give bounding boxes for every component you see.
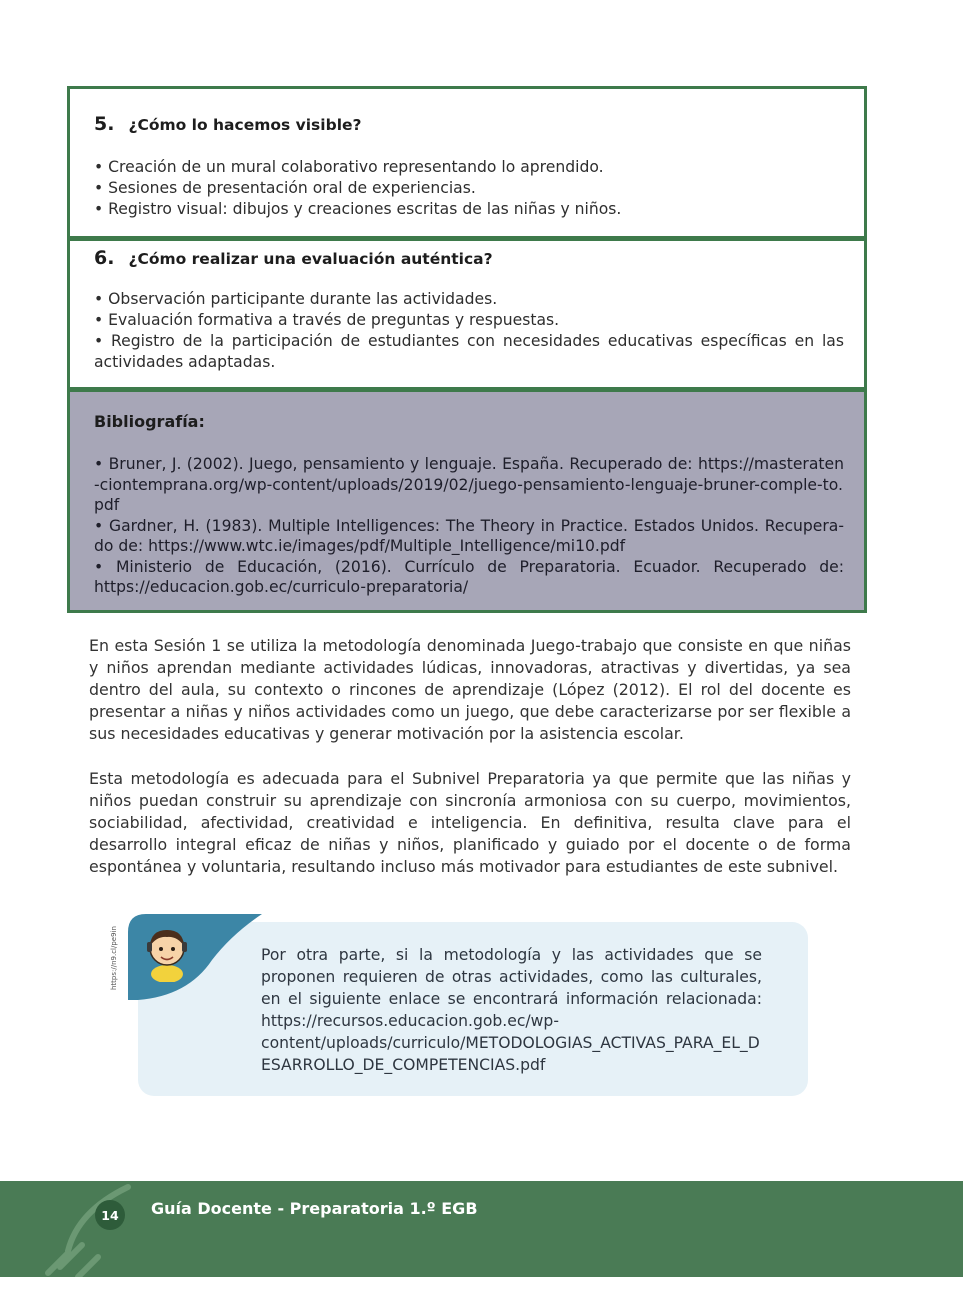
section-6-title: ¿Cómo realizar una evaluación auténtica? bbox=[128, 250, 493, 268]
section-6-list bbox=[94, 289, 844, 373]
section-5-list bbox=[94, 157, 844, 220]
section-5-box bbox=[67, 86, 867, 239]
child-avatar-icon bbox=[139, 922, 195, 982]
list-item: • Registro de la participación de estudiantes con necesidades educativas específicas en las actividades adaptadas. bbox=[94, 332, 844, 371]
rocket-icon bbox=[38, 1181, 148, 1277]
body-paragraph-1: En esta Sesión 1 se utiliza la metodología denominada Juego-trabajo que consiste en que niñas y niños aprendan mediante actividades lúdicas, innovadoras, atractivas y divertidas, ya sea dentro del aula, su contexto o rincones de aprendizaje (López (2012). El rol del docente es presentar a niñas y niños actividades como un juego, que debe caracterizarse por ser flexible a sus necesidades educativas y generar motivación por la asistencia escolar. bbox=[89, 636, 851, 743]
body-paragraph-2: Esta metodología es adecuada para el Subnivel Preparatoria ya que permite que las niñas y niños puedan construir su aprendizaje con sincronía armoniosa con su cuerpo, movimientos, sociabilidad, afectividad, creatividad e inteligencia. En definitiva, resulta clave para el desarrollo integral eficaz de niñas y niños, planificado y guiado por el docente o de forma espontánea y voluntaria, resultando incluso más motivador para estudiantes de este subnivel. bbox=[89, 769, 851, 876]
section-5-heading bbox=[94, 113, 362, 135]
bibliography-item: • Ministerio de Educación, (2016). Currículo de Preparatoria. Ecuador. Recuperado de: https://educacion.gob.ec/curriculo-preparatoria/ bbox=[94, 557, 844, 596]
section-5-number: 5. bbox=[94, 113, 115, 135]
section-6-heading bbox=[94, 247, 493, 269]
note-text: Por otra parte, si la metodología y las actividades que se proponen requieren de otras actividades, como las culturales, en el siguiente enlace se encontrará información relacionada: https://recursos.educacion.gob.ec/wp-content/uploads/curriculo/METODOLOGIAS_ACTIVAS_PARA_EL_DESARROLLO_DE_COMPETENCIAS.pdf bbox=[261, 946, 762, 1074]
image-credit: https://n9.cl/pe9in bbox=[110, 926, 118, 990]
bibliography-item: • Gardner, H. (1983). Multiple Intelligences: The Theory in Practice. Estados Unidos. Recupera-do de: https://www.wtc.ie/images/pdf/Multiple_Intelligence/mi10.pdf bbox=[94, 516, 844, 555]
section-5-title: ¿Cómo lo hacemos visible? bbox=[128, 116, 362, 134]
page-number: 14 bbox=[95, 1200, 125, 1230]
list-item: • Sesiones de presentación oral de experiencias. bbox=[94, 179, 476, 197]
section-6-number: 6. bbox=[94, 247, 115, 269]
list-item: • Observación participante durante las actividades. bbox=[94, 290, 498, 308]
list-item: • Evaluación formativa a través de preguntas y respuestas. bbox=[94, 311, 560, 329]
footer-title: Guía Docente - Preparatoria 1.º EGB bbox=[151, 1199, 478, 1218]
list-item: • Registro visual: dibujos y creaciones escritas de las niñas y niños. bbox=[94, 200, 622, 218]
bibliography-box bbox=[67, 389, 867, 613]
bibliography-title: Bibliografía: bbox=[94, 412, 205, 431]
bibliography-item: • Bruner, J. (2002). Juego, pensamiento y lenguaje. España. Recuperado de: https://masteraten-ciontemprana.org/wp-content/uploads/2019/02/juego-pensamiento-lenguaje-bruner-comple-to.pdf bbox=[94, 455, 844, 514]
section-6-box bbox=[67, 238, 867, 390]
bibliography-list bbox=[94, 454, 844, 598]
list-item: • Creación de un mural colaborativo representando lo aprendido. bbox=[94, 158, 604, 176]
